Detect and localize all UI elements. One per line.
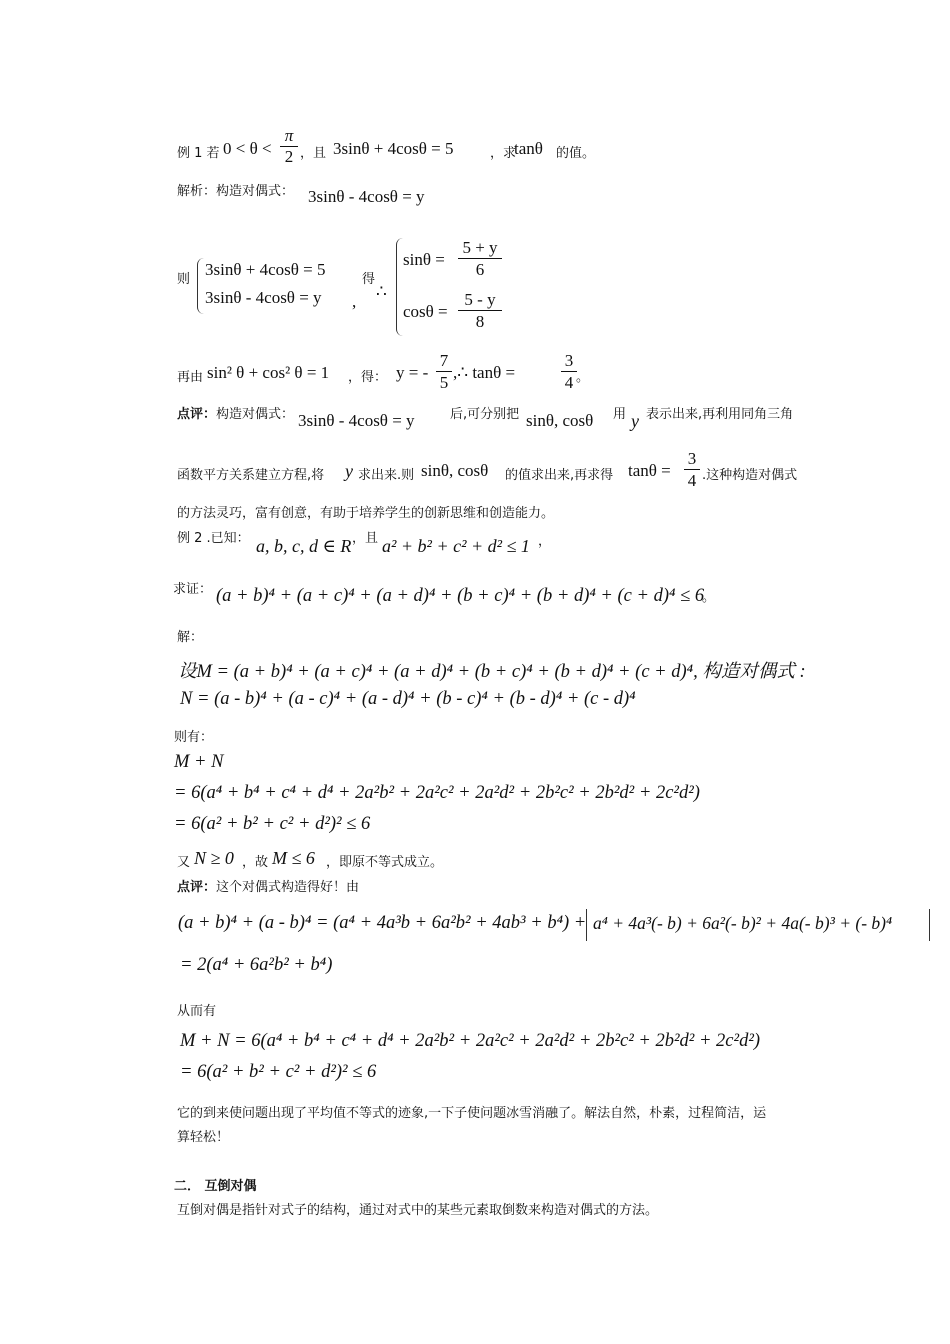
system-eq1: 3sinθ + 4cosθ = 5: [205, 260, 326, 279]
m-plus-n: M + N: [174, 752, 224, 772]
identity: sin² θ + cos² θ = 1: [207, 363, 330, 382]
comment1-line2a: 函数平方关系建立方程,将: [177, 468, 325, 483]
sol2-label: 解：: [177, 630, 204, 645]
ex1-and: ，且: [300, 146, 327, 161]
comment1-tan-den: 4: [687, 471, 697, 490]
ex1-tan: tanθ: [514, 139, 543, 158]
expand-line1b: a⁴ + 4a³(- b) + 6a²(- b)² + 4a(- b)³ + (- b)⁴: [593, 913, 893, 933]
cos-denominator: 8: [475, 312, 485, 331]
sol1-get: ，得：: [348, 370, 388, 385]
final-text-line2: 算轻松！: [177, 1130, 230, 1145]
sol1-period: 。: [576, 370, 590, 385]
comment1-tan-num: 3: [684, 448, 700, 470]
sol1-dual: 3sinθ - 4cosθ = y: [308, 187, 425, 206]
two-denominator: 2: [284, 147, 294, 166]
final-text-line1: 它的到来使问题出现了平均值不等式的迹象,一下子使问题冰雪消融了。解法自然，朴素，过程简洁，运: [177, 1106, 767, 1121]
comment1-vars: sinθ, cosθ: [526, 411, 594, 430]
ex1-ask: ，求: [490, 146, 517, 161]
comment1-line3: 的方法灵巧，富有创意，有助于培养学生的创新思维和创造能力。: [177, 506, 555, 521]
sol1-again: 再由: [177, 370, 204, 385]
section2-desc: 互倒对偶是指针对式子的结构，通过对式中的某些元素取倒数来构造对偶式的方法。: [177, 1203, 659, 1218]
have-label: 则有：: [174, 730, 214, 745]
sol1-then: 则: [177, 272, 191, 287]
y-numerator: 7: [436, 350, 452, 372]
comment1-line2-vars: sinθ, cosθ: [421, 461, 489, 480]
comment2-label: 点评：: [177, 880, 217, 895]
result-brace: [396, 238, 403, 336]
mn-line1: M + N = 6(a⁴ + b⁴ + c⁴ + d⁴ + 2a²b² + 2a²c² + 2a²d² + 2b²c² + 2b²d² + 2c²d²): [180, 1031, 761, 1051]
y-lhs: y = -: [396, 363, 429, 382]
comment1-text1: 构造对偶式：: [216, 407, 295, 422]
tan-denominator: 4: [564, 373, 574, 392]
expansion-line2: = 6(a² + b² + c² + d²)² ≤ 6: [174, 814, 371, 834]
sin-denominator: 6: [475, 260, 485, 279]
also-text2: ，故: [242, 855, 269, 870]
n-ge-zero: N ≥ 0: [194, 848, 234, 868]
cos-lhs: cosθ =: [403, 302, 448, 321]
ex1-condition: 0 < θ <: [223, 139, 272, 158]
also-text3: ，即原不等式成立。: [326, 855, 444, 870]
ex2-and: ，且: [352, 531, 379, 546]
system-eq2: 3sinθ - 4cosθ = y: [205, 288, 322, 307]
comment1-line2-tan: tanθ =: [628, 461, 671, 480]
ex2-vars: a, b, c, d ∈ R: [256, 536, 352, 556]
therefore-symbol: ∴: [376, 282, 387, 301]
comment1-dual: 3sinθ - 4cosθ = y: [298, 411, 415, 430]
pi-numerator: π: [280, 126, 298, 147]
ex2-comma: ，: [538, 534, 552, 549]
ex2-label: 例 2 .已知：: [177, 531, 250, 546]
expand-line2: = 2(a⁴ + 6a²b² + b⁴): [180, 955, 333, 975]
comment1-line2c: 的值求出来,再求得: [505, 468, 614, 483]
prove-inequality: (a + b)⁴ + (a + c)⁴ + (a + d)⁴ + (b + c)⁴ + (b + d)⁴ + (c + d)⁴ ≤ 6: [216, 586, 705, 606]
comment1-text2: 后,可分别把: [450, 407, 520, 422]
expansion-line1: = 6(a⁴ + b⁴ + c⁴ + d⁴ + 2a²b² + 2a²c² + 2a²d² + 2b²c² + 2b²d² + 2c²d²): [174, 783, 700, 803]
sin-numerator: 5 + y: [458, 237, 502, 259]
system-brace-left: [197, 258, 204, 314]
comment2-text: 这个对偶式构造得好！由: [216, 880, 360, 895]
m-le-six: M ≤ 6: [272, 848, 315, 868]
comment1-y: y: [631, 411, 639, 431]
set-m: 设M = (a + b)⁴ + (a + c)⁴ + (a + d)⁴ + (b + c)⁴ + (b + d)⁴ + (c + d)⁴, 构造对偶式 :: [178, 662, 806, 682]
prove-end: 。: [702, 590, 716, 605]
sol1-de: 得: [362, 272, 376, 287]
mn-line2: = 6(a² + b² + c² + d²)² ≤ 6: [180, 1062, 377, 1082]
system-comma: ,: [352, 292, 357, 311]
comment1-label: 点评：: [177, 407, 217, 422]
cos-numerator: 5 - y: [458, 289, 502, 311]
thus-label: 从而有: [177, 1004, 217, 1019]
y-denominator: 5: [439, 373, 449, 392]
comment1-text4: 表示出来,再利用同角三角: [646, 407, 794, 422]
ex1-label: 例 1 若: [177, 146, 220, 161]
expand-line1a: (a + b)⁴ + (a - b)⁴ = (a⁴ + 4a³b + 6a²b² + 4ab³ + b⁴) +: [178, 913, 587, 933]
comment1-line2-y: y: [345, 461, 353, 481]
comment1-text3: 用: [613, 407, 627, 422]
comment1-line2d: .这种构造对偶式: [702, 468, 798, 483]
also-text1: 又: [177, 855, 191, 870]
sol1-label: 解析：构造对偶式：: [177, 184, 295, 199]
bracket-right: [929, 909, 930, 941]
prove-label: 求证：: [173, 582, 213, 597]
ex1-tail: 的值。: [556, 146, 596, 161]
comment1-line2b: 求出来.则: [358, 468, 415, 483]
set-n: N = (a - b)⁴ + (a - c)⁴ + (a - d)⁴ + (b - c)⁴ + (b - d)⁴ + (c - d)⁴: [180, 689, 636, 709]
therefore-tan: ,∴ tanθ =: [453, 363, 516, 382]
tan-numerator: 3: [561, 350, 577, 372]
ex2-condition: a² + b² + c² + d² ≤ 1: [382, 536, 530, 556]
section2-title: 二． 互倒对偶: [174, 1179, 257, 1194]
sin-lhs: sinθ =: [403, 250, 445, 269]
ex1-equation: 3sinθ + 4cosθ = 5: [333, 139, 454, 158]
